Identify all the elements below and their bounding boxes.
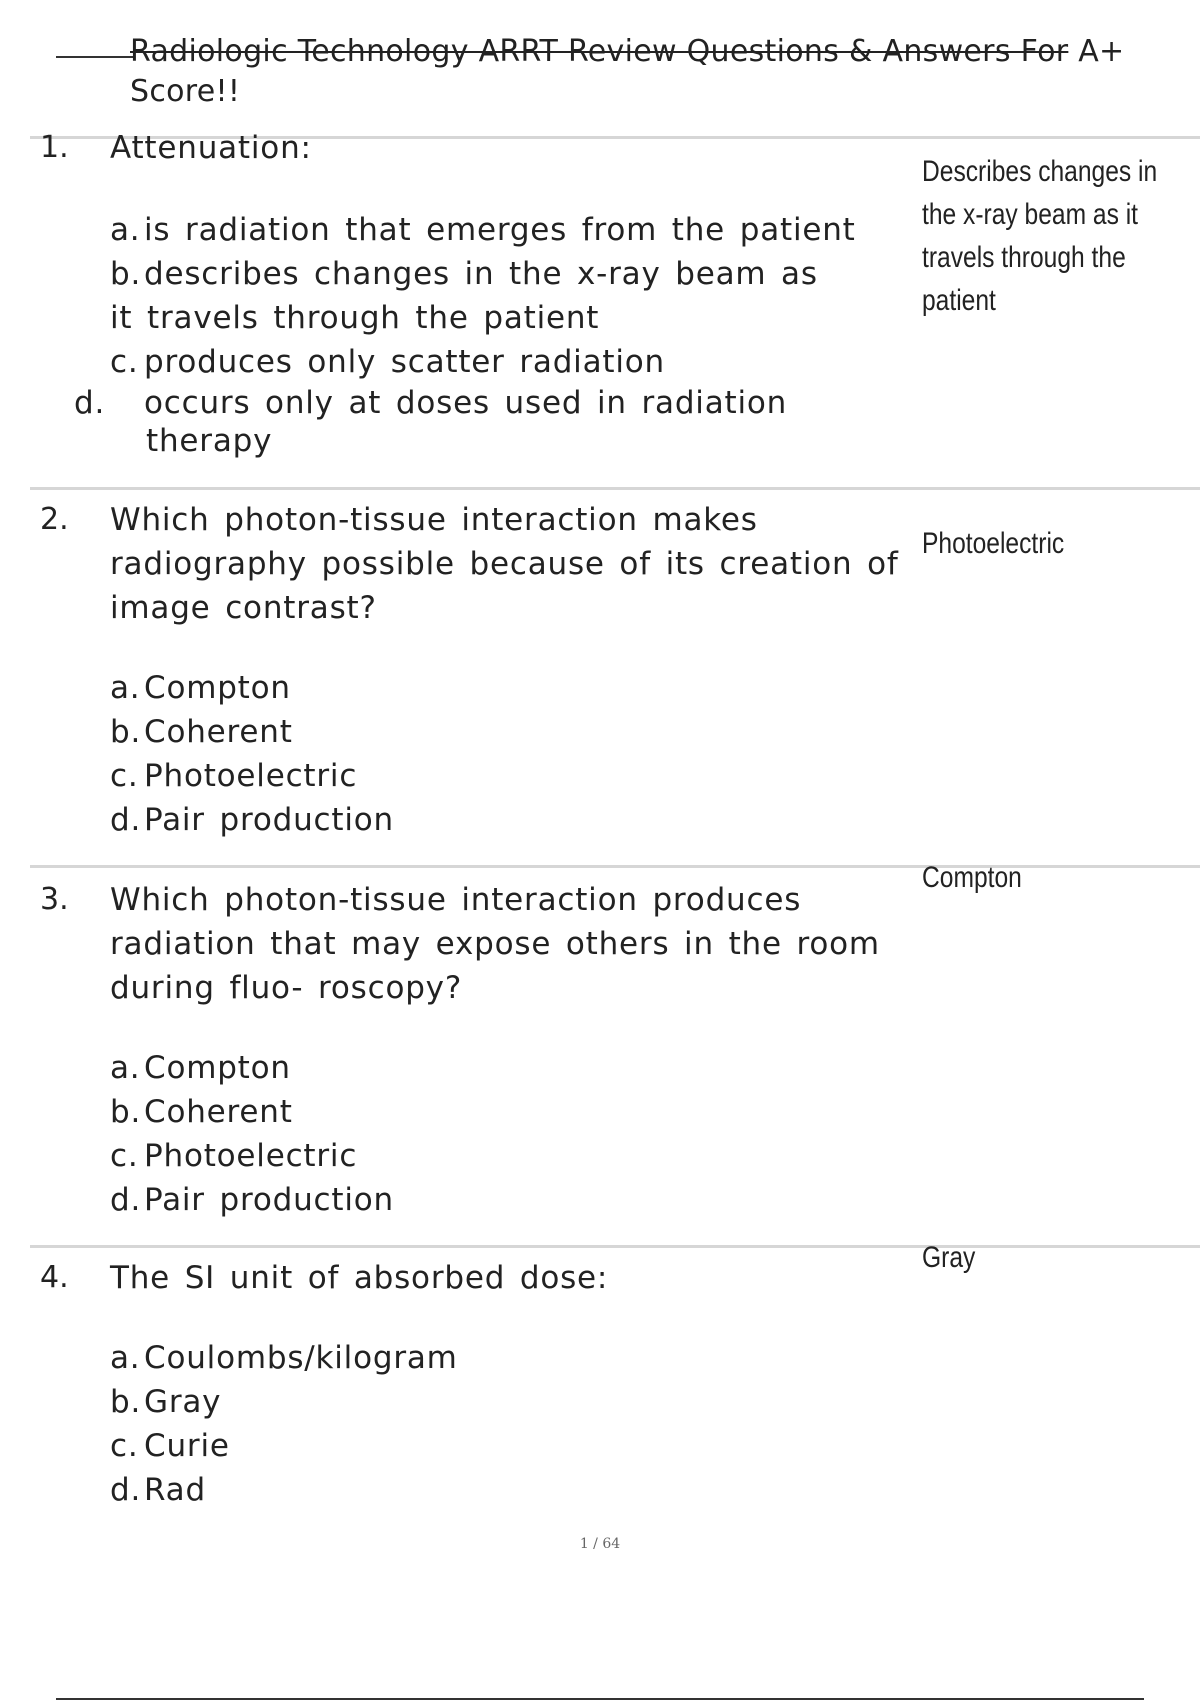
title-rule bbox=[56, 56, 134, 58]
question-2-option-a bbox=[110, 666, 910, 710]
option-letter: a. bbox=[110, 670, 141, 706]
option-text: Gray bbox=[144, 1384, 222, 1420]
option-text: is radiation that emerges from the patient bbox=[144, 212, 856, 248]
question-4-text: The SI unit of absorbed dose: bbox=[110, 1260, 609, 1296]
option-text: Photoelectric bbox=[144, 758, 358, 794]
question-3-option-d bbox=[110, 1178, 910, 1222]
question-3-number: 3. bbox=[40, 882, 69, 917]
question-3-option-a bbox=[110, 1046, 910, 1090]
option-text: Compton bbox=[144, 670, 291, 706]
option-letter: b. bbox=[110, 1094, 142, 1130]
question-1-option-d bbox=[74, 384, 866, 460]
option-text: Coherent bbox=[144, 714, 293, 750]
question-3-option-b bbox=[110, 1090, 910, 1134]
question-1-option-b bbox=[110, 252, 850, 340]
question-3-text: Which photon-tissue interaction produces radiation that may expose others in the room during fluo- roscopy? bbox=[110, 882, 880, 1006]
question-1-option-a bbox=[110, 208, 910, 252]
question-1-option-c bbox=[110, 340, 910, 384]
question-1-text: Attenuation: bbox=[110, 130, 312, 166]
option-text: Coulombs/kilogram bbox=[144, 1340, 458, 1376]
question-2-number: 2. bbox=[40, 502, 69, 537]
question-1-answer: Describes changes in the x-ray beam as it travels through the patient bbox=[922, 155, 1158, 317]
option-text: Compton bbox=[144, 1050, 291, 1086]
option-letter: d. bbox=[74, 385, 106, 421]
option-text: occurs only at doses used in radiation therapy bbox=[144, 385, 788, 459]
title-rest-text: A+ Score!! bbox=[130, 34, 1125, 109]
question-2-text: Which photon-tissue interaction makes radiography possible because of its creation of image contrast? bbox=[110, 502, 899, 626]
question-4-option-c bbox=[110, 1424, 910, 1468]
option-letter: a. bbox=[110, 1050, 141, 1086]
option-letter: c. bbox=[110, 1428, 139, 1464]
option-text: Curie bbox=[144, 1428, 230, 1464]
option-letter: a. bbox=[110, 1340, 141, 1376]
question-4-answer: Gray bbox=[922, 1241, 976, 1274]
option-text: Coherent bbox=[144, 1094, 293, 1130]
question-1-number: 1. bbox=[40, 130, 69, 165]
question-4-option-b bbox=[110, 1380, 910, 1424]
question-2-option-c bbox=[110, 754, 910, 798]
option-text: describes changes in the x-ray beam as it travels through the patient bbox=[110, 256, 818, 336]
title-struck-text: Radiologic Technology ARRT Review Questions & Answers For bbox=[130, 34, 1069, 69]
question-3-answer: Compton bbox=[922, 861, 1022, 894]
option-letter: b. bbox=[110, 256, 142, 292]
option-text: Pair production bbox=[144, 1182, 394, 1218]
page-number: 1 / 64 bbox=[579, 1536, 621, 1552]
option-text: produces only scatter radiation bbox=[144, 344, 665, 380]
question-4-option-a bbox=[110, 1336, 910, 1380]
option-letter: b. bbox=[110, 1384, 142, 1420]
option-letter: d. bbox=[110, 802, 142, 838]
option-text: Photoelectric bbox=[144, 1138, 358, 1174]
question-2-option-d bbox=[110, 798, 910, 842]
divider-1 bbox=[30, 487, 1200, 490]
document-title bbox=[130, 32, 1195, 112]
option-text: Rad bbox=[144, 1472, 206, 1508]
question-4-option-d bbox=[110, 1468, 910, 1512]
option-letter: d. bbox=[110, 1472, 142, 1508]
question-2-answer: Photoelectric bbox=[922, 527, 1065, 560]
option-letter: d. bbox=[110, 1182, 142, 1218]
question-3-option-c bbox=[110, 1134, 910, 1178]
option-letter: c. bbox=[110, 344, 139, 380]
question-4-number: 4. bbox=[40, 1260, 69, 1295]
option-letter: c. bbox=[110, 758, 139, 794]
question-2-option-b bbox=[110, 710, 910, 754]
option-letter: b. bbox=[110, 714, 142, 750]
option-text: Pair production bbox=[144, 802, 394, 838]
option-letter: c. bbox=[110, 1138, 139, 1174]
option-letter: a. bbox=[110, 212, 141, 248]
